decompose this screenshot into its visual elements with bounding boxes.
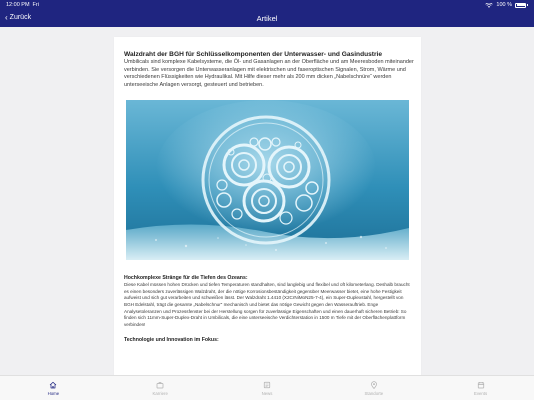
events-icon [477,381,485,389]
article-intro: Umbilicals sind komplexe Kabelsysteme, die Öl- und Gasanlagen an der Oberfläche und am Meeresboden miteinander verbinden. Sie versorgen die Unterwasseranlagen mit elektrischen und faseroptischen Signalen, Strom, Wärme und verschiedenen Flüssigkeiten wie Hydraulikal. Mit Hilfe dieser mehr als 200 mm dicken „Nabelschnüre“ werden unterseeische Anlagen versorgt, gesteuert und betrieben. [124,59,414,88]
section-body-ocean: Diese Kabel müssen hohen Drücken und tiefen Temperaturen standhalten, sind langlebig und flexibel und oft kilometerlang. Deshalb braucht es einen besonders zuverlässigen Walzdraht, der die nötige Korrosionsbeständigkeit gegenüber Meerwasser bietet, eine hohe Festigkeit aufweist und sich gut verarbeiten und schweißen lässt. Der Walzdraht 1.4410 (X2CrNiMoN25-7-4), ein Super-Duplexstahl, hergestellt von BGH Edelstahl, trägt die gesamte „Nabelschnur“ mechanisch und bietet das nötige Gewicht gegen den Wasserauftrieb. Enge Analysetoleranzen und Prozessfenster bei der Herstellung sorgen für zuverlässige Eigenschaften und einen dauerhaft sicheren Betrieb: So finden sich 11mm-Super-Duplex-Draht in Umbilicals, die eine unterseeische Verdichterstation in 1500 m Tiefe mit der Oberflächenplattform verbinden! [124,281,410,328]
status-indicators [485,2,528,8]
tab-events-label: Events [474,391,488,396]
wifi-icon [485,3,493,8]
tab-home-label: Home [47,391,60,396]
umbilical-cable-illustration [126,100,409,260]
tab-standorte-label: Standorte [364,391,384,396]
tab-karriere-label: Karriere [152,391,168,396]
tab-bar [0,375,534,400]
back-label: Zurück [9,14,32,21]
nav-bar [0,10,534,27]
article-scroll-view[interactable] [0,27,534,375]
home-icon [49,381,57,389]
article-hero-image [126,100,409,260]
location-icon [370,381,378,389]
article-title: Walzdraht der BGH für Schlüsselkomponenten der Unterwasser- und Gasindustrie [124,51,383,58]
tab-events[interactable] [427,376,534,400]
tab-news-label: News [261,391,273,396]
tab-karriere[interactable] [107,376,214,400]
chevron-left-icon: ‹ [5,13,8,22]
article-card [114,37,421,375]
career-icon [156,381,164,389]
tab-home[interactable] [0,376,107,400]
news-icon [263,381,271,389]
status-bar [0,0,534,10]
battery-icon [515,3,526,8]
section-heading-ocean: Hochkomplexe Stränge für die Tiefen des Ozeans: [124,275,248,282]
tab-standorte[interactable] [320,376,427,400]
tab-news[interactable] [214,376,321,400]
status-time [6,2,39,8]
page-title: Artikel [256,14,278,23]
battery-percent: 100 % [496,2,512,8]
status-clock: 12:00 PM [6,2,30,8]
status-date: Fri [32,2,39,8]
section-heading-technology: Technologie und Innovation im Fokus: [124,336,219,343]
battery-tip [527,4,528,6]
